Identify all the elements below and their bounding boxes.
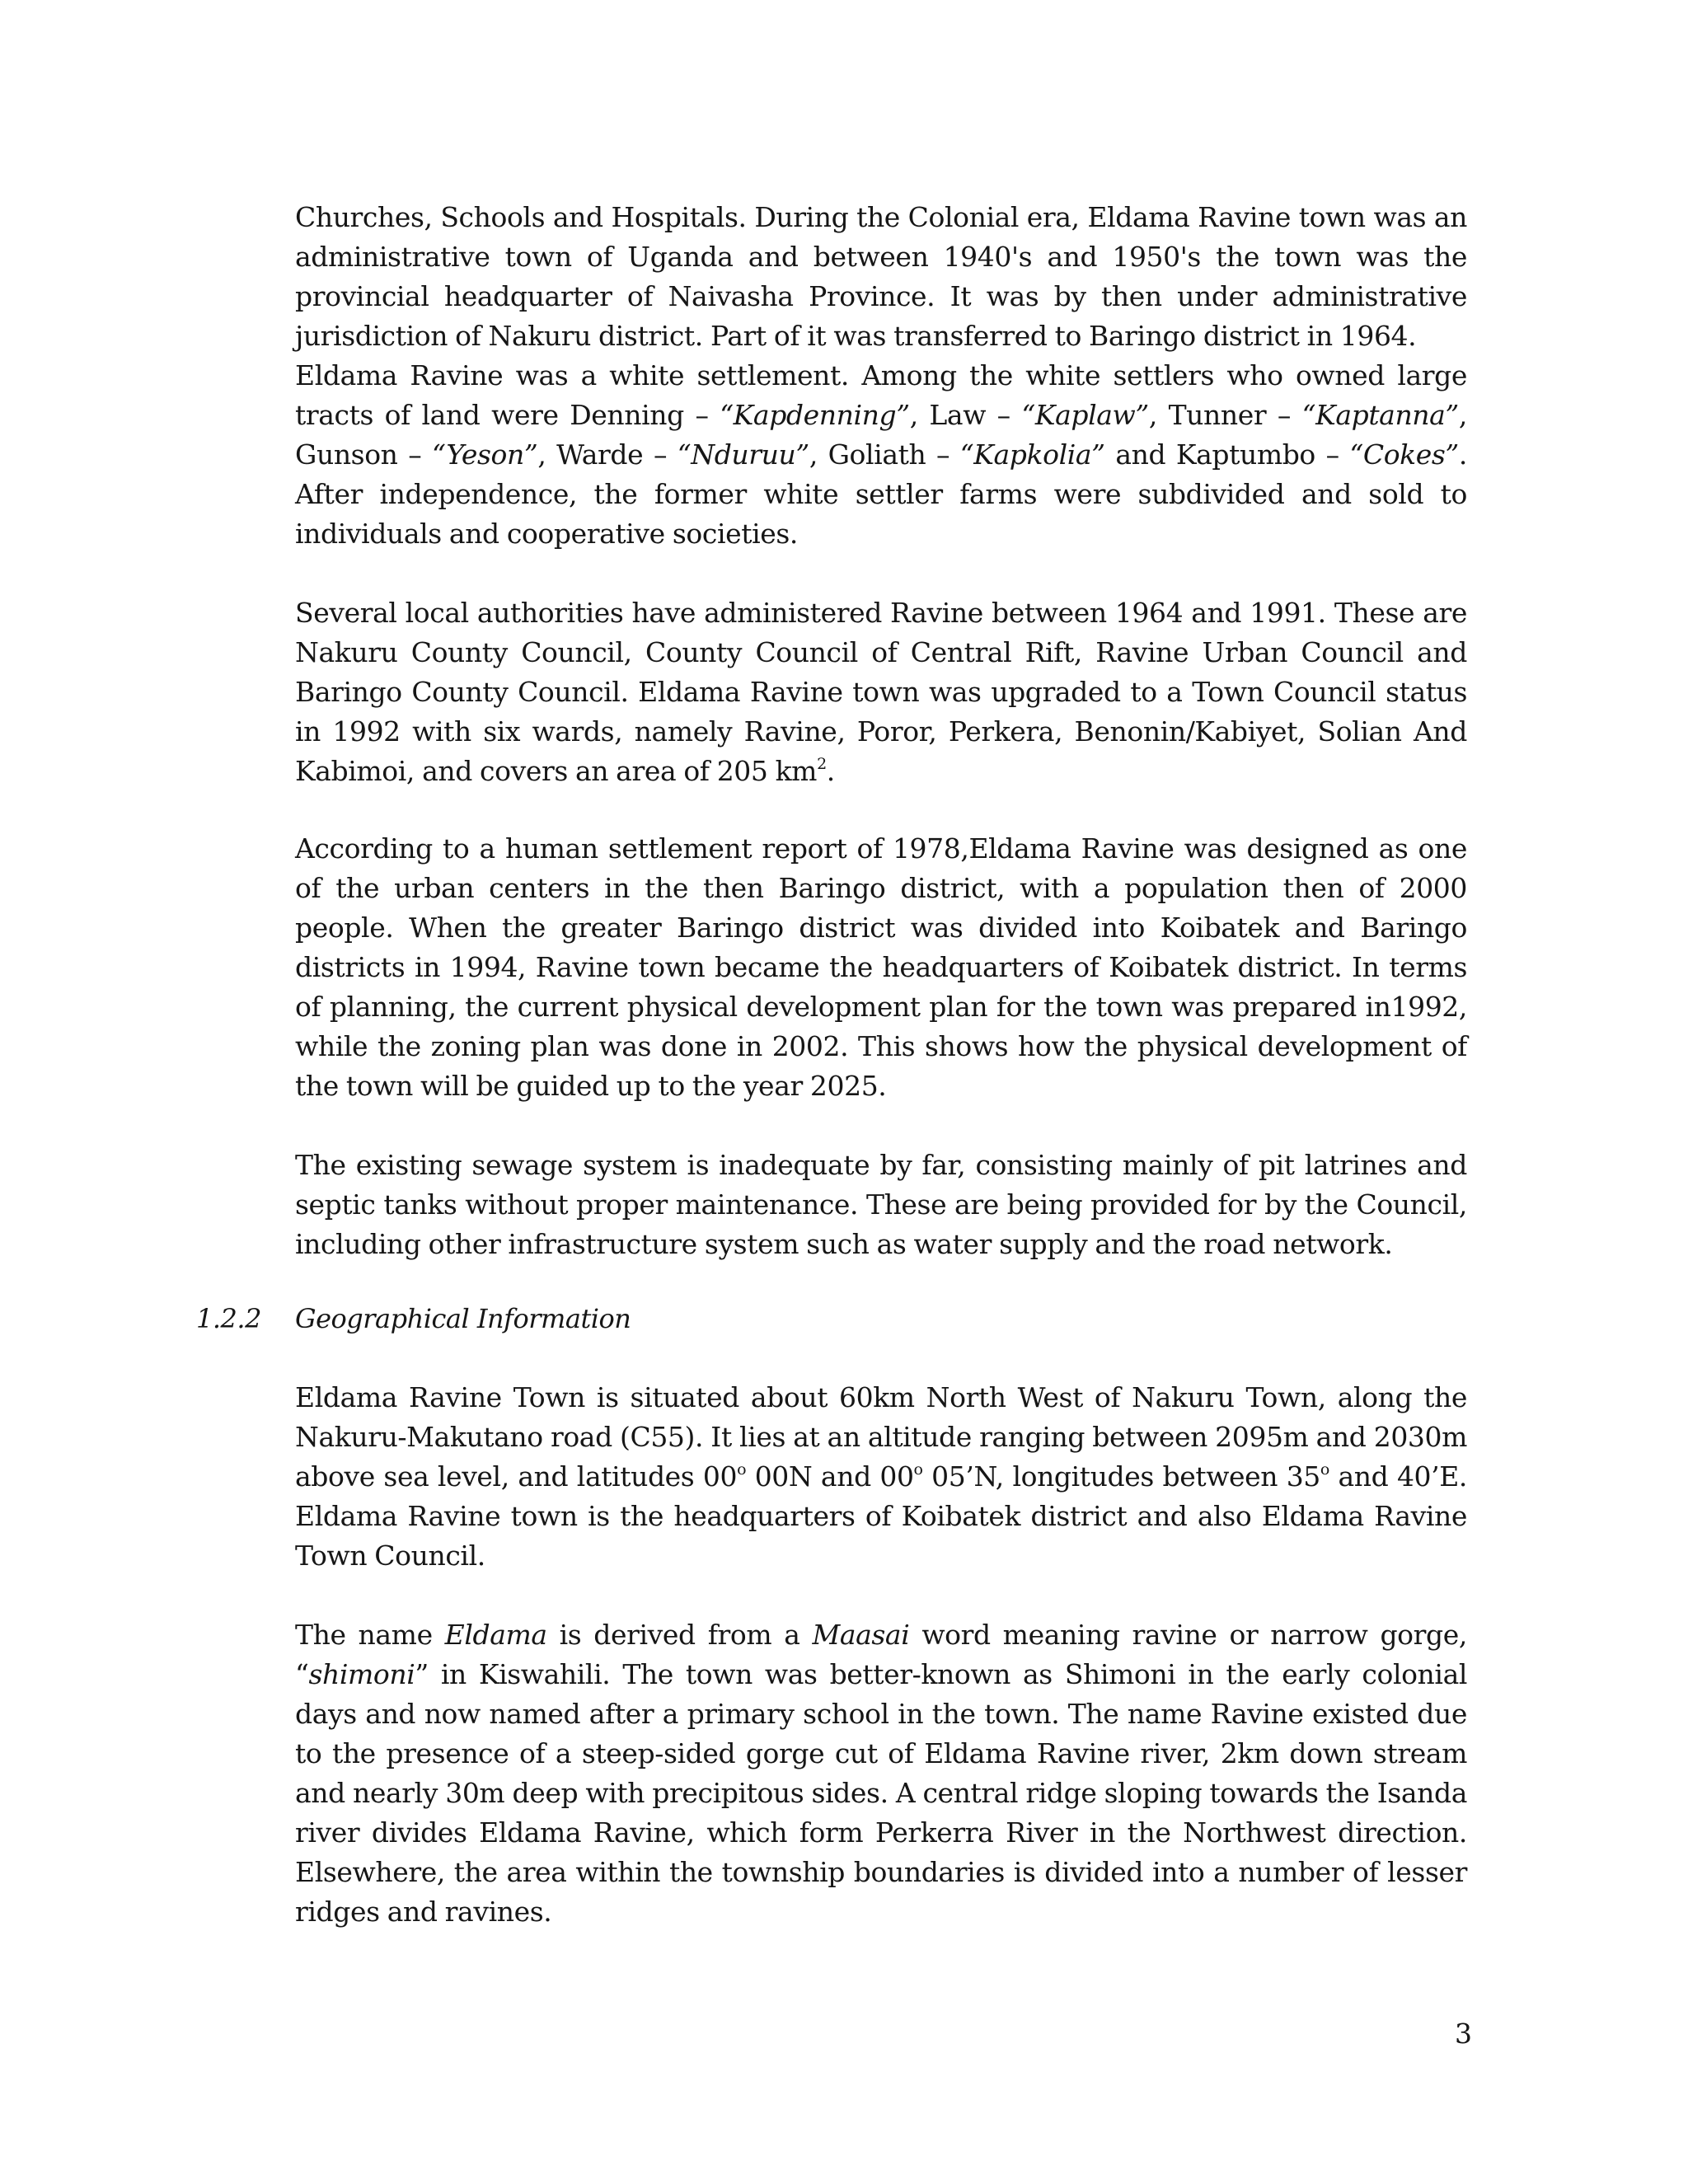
text-span: The name — [295, 1619, 445, 1651]
farm-name: “Cokes” — [1349, 438, 1459, 471]
text-span: and Kaptumbo – — [1104, 438, 1350, 471]
text-span: Eldama Ravine Town is situated about 60km North West of Nakuru Town, along the Nakuru-Makutano road (C55). It lies at an altitude ranging between 2095m and 2030m above sea level, and latitudes 00 — [295, 1381, 1467, 1493]
farm-name: “Nduruu” — [677, 438, 809, 471]
superscript: 2 — [817, 755, 827, 773]
degree-mark: o — [913, 1460, 923, 1479]
italic-term: Maasai — [812, 1619, 910, 1651]
paragraph-text — [295, 1615, 1467, 1932]
text-span: Eldama Ravine was a white settlement. Among the white settlers who owned large tracts of land were Denning – — [295, 359, 1467, 431]
paragraph-location — [295, 1378, 1467, 1576]
text-span: . After independence, the former white settler farms were subdivided and sold to individuals and cooperative societies. — [295, 438, 1467, 550]
paragraph-white-settlement — [295, 356, 1467, 554]
degree-mark: o — [737, 1460, 747, 1479]
paragraph-text: According to a human settlement report of 1978,Eldama Ravine was designed as one of the urban centers in the then Baringo district, with a population then of 2000 people. When the greater Baringo district was divided into Koibatek and Baringo districts in 1994, Ravine town became the headquarters of Koibatek district. In terms of planning, the current physical development plan for the town was prepared in1992, while the zoning plan was done in 2002. This shows how the physical development of the town will be guided up to the year 2025. — [295, 832, 1467, 1102]
paragraph-name-origin — [295, 1615, 1467, 1932]
text-span: , Gunson – — [295, 399, 1467, 471]
farm-name: “Kaptanna” — [1301, 399, 1459, 431]
text-span: and 40’E. Eldama Ravine town is the headquarters of Koibatek district and also Eldama Ravine Town Council. — [295, 1460, 1468, 1572]
text-span: 00N and 00 — [746, 1460, 914, 1493]
text-span: , Law – — [909, 399, 1022, 431]
italic-term: shimoni — [308, 1658, 415, 1690]
degree-mark: o — [1320, 1460, 1329, 1479]
paragraph-colonial-era — [295, 198, 1467, 356]
text-span: . — [826, 755, 835, 787]
paragraph-text — [295, 593, 1467, 791]
farm-name: “Yeson” — [431, 438, 538, 471]
text-span: 05’N, longitudes between 35 — [922, 1460, 1320, 1493]
paragraph-settlement-report — [295, 829, 1467, 1106]
text-span: , Goliath – — [809, 438, 960, 471]
text-span: , Warde – — [537, 438, 678, 471]
text-span: Several local authorities have administered Ravine between 1964 and 1991. These are Nakuru County Council, County Council of Central Rift, Ravine Urban Council and Baringo County Council. Eldama Ravine town was upgraded to a Town Council status in 1992 with six wards, namely Ravine, Poror, Perkera, Benonin/Kabiyet, Solian And Kabimoi, and covers an area of 205 km — [295, 597, 1467, 787]
farm-name: “Kaplaw” — [1021, 399, 1149, 431]
section-number: 1.2.2 — [196, 1303, 261, 1334]
page-number: 3 — [1455, 2018, 1472, 2050]
paragraph-text: Churches, Schools and Hospitals. During the Colonial era, Eldama Ravine town was an administrative town of Uganda and between 1940's and 1950's the town was the provincial headquarter of Naivasha Province. It was by then under administrative jurisdiction of Nakuru district. Part of it was transferred to Baringo district in 1964. — [295, 201, 1467, 352]
italic-term: Eldama — [444, 1619, 547, 1651]
text-span: , Tunner – — [1148, 399, 1302, 431]
farm-name: “Kapdenning” — [720, 399, 910, 431]
paragraph-local-authorities — [295, 593, 1467, 791]
section-title: Geographical Information — [295, 1303, 631, 1334]
paragraph-text — [295, 356, 1467, 554]
paragraph-text: The existing sewage system is inadequate by far, consisting mainly of pit latrines and septic tanks without proper maintenance. These are being provided for by the Council, including other infrastructure system such as water supply and the road network. — [295, 1149, 1467, 1260]
paragraph-sewage-system — [295, 1146, 1467, 1264]
farm-name: “Kapkolia” — [959, 438, 1105, 471]
text-span: ” in Kiswahili. The town was better-known as Shimoni in the early colonial days and now named after a primary school in the town. The name Ravine existed due to the presence of a steep-sided gorge cut of Eldama Ravine river, 2km down stream and nearly 30m deep with precipitous sides. A central ridge sloping towards the Isanda river divides Eldama Ravine, which form Perkerra River in the Northwest direction. Elsewhere, the area within the township boundaries is divided into a number of lesser ridges and ravines. — [295, 1658, 1467, 1928]
paragraph-text — [295, 1378, 1467, 1576]
text-span: word meaning ravine or narrow gorge, “ — [295, 1619, 1467, 1690]
text-span: is derived from a — [546, 1619, 813, 1651]
